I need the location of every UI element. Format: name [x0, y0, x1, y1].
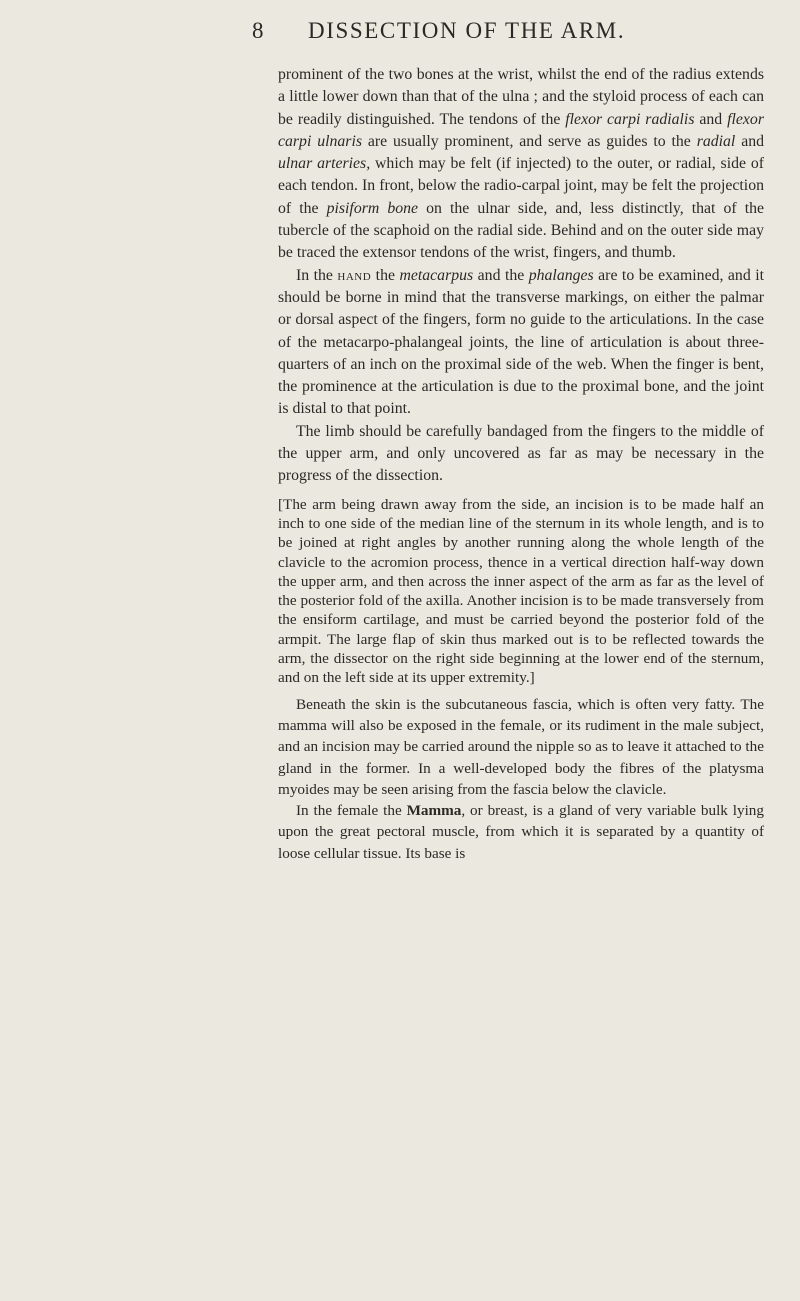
italic-term: pisiform bone — [326, 199, 419, 217]
paragraph-wrist-landmarks — [278, 64, 764, 265]
text-span: In the — [296, 266, 338, 284]
text-span: are usually prominent, and serve as guides to the — [362, 132, 697, 150]
text-span: which may be felt (if injected) to the outer, or radial, side of each tendon. In front, below the radio-carpal joint, may be felt the projection of the — [278, 155, 764, 217]
paragraph-bandage: The limb should be carefully bandaged from the fingers to the middle of the upper arm, and only uncovered as far as may be necessary in the progress of the dissection. — [278, 422, 764, 485]
page-number: 8 — [252, 18, 265, 43]
text-span: In the female the — [296, 802, 407, 820]
paragraph-mamma — [278, 800, 764, 864]
running-title: DISSECTION OF THE ARM. — [308, 18, 626, 43]
text-span: and the — [473, 266, 529, 284]
paragraph-hand — [278, 265, 764, 421]
running-head — [252, 18, 770, 52]
text-span: and — [694, 110, 728, 128]
paragraph-incision-instructions: [The arm being drawn away from the side, an incision is to be made half an inch to one side of the median line of the sternum in its whole length, and is to be joined at right angles by another running along the whole length of the clavicle to the acromion process, thence in a vertical direction half-way down the upper arm, and then across the inner aspect of the arm as far as the level of the posterior fold of the axilla. Another incision is to be made transversely from the ensiform cartilage, and must be carried beyond the posterior fold of the armpit. The large flap of skin thus marked out is to be reflected towards the arm, the dissector on the right side beginning at the lower end of the sternum, and on the left side at its upper extremity.] — [278, 495, 764, 687]
text-span: prominent of the two bones at the wrist, whilst the end of the radius extends a little lower down than that of the ulna ; and the styloid process of each can be readily distinguished. The tendons of the — [278, 66, 764, 128]
italic-term: phalanges — [528, 266, 594, 284]
text-span: the — [371, 266, 400, 284]
body-text — [278, 64, 764, 864]
italic-term: metacarpus — [399, 266, 474, 284]
italic-term: radial — [696, 132, 736, 150]
text-span: on the ulnar side, and, less distinctly, that of the tubercle of the scaphoid on the radial side. Behind and on the outer side may be traced the extensor tendons of the wrist, fingers, and thumb. — [278, 199, 765, 262]
text-span: , or breast, is a gland of very variable bulk lying upon the great pectoral muscle, from which it is separated by a quantity of loose cellular tissue. Its base is — [278, 802, 764, 862]
paragraph-subcutaneous-fascia: Beneath the skin is the subcutaneous fascia, which is often very fatty. The mamma will also be exposed in the female, or its rudiment in the male subject, and an incision may be carried around the nipple so as to leave it attached to the gland in the former. In a well-developed body the fibres of the platysma myoides may be seen arising from the fascia below the clavicle. — [278, 695, 764, 798]
text-span: and — [735, 132, 764, 150]
italic-term: flexor carpi ulnaris — [278, 110, 764, 150]
text-span: are to be examined, and it should be borne in mind that the transverse markings, on either the palmar or dorsal aspect of the fingers, form no guide to the articulations. In the case of the metacarpo-phalangeal joints, the line of articulation is about three-quarters of an inch on the proximal side of the web. When the finger is bent, the prominence at the articulation is due to the proximal bone, and the joint is distal to that point. — [278, 266, 764, 418]
bold-term: Mamma — [406, 802, 462, 820]
italic-term: flexor carpi radialis — [565, 110, 695, 128]
small-caps-term: hand — [337, 266, 372, 284]
italic-term: ulnar arteries, — [278, 155, 371, 173]
